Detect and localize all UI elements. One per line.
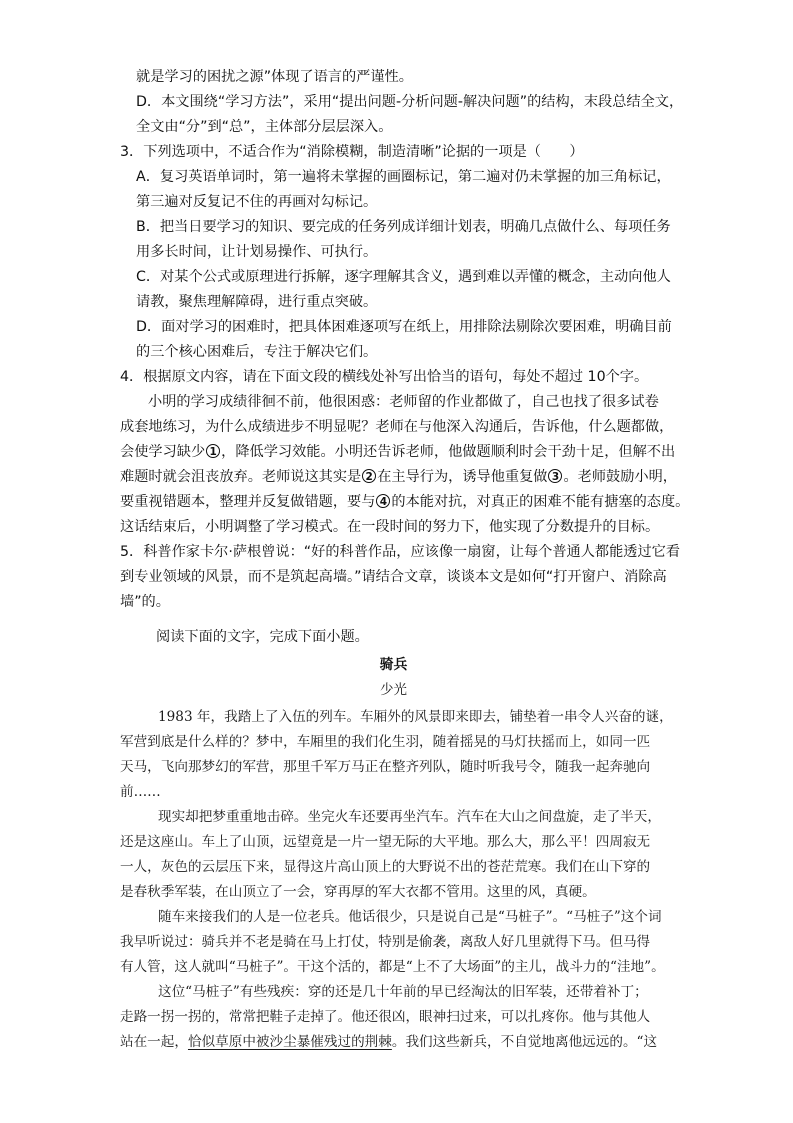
passage-text: 会使学习缺少 bbox=[120, 444, 206, 460]
article-line: 一人，灰色的云层压下来，显得这片高山顶上的大野说不出的苍茫荒寒。我们在山下穿的 bbox=[120, 859, 651, 875]
article-line: 现实却把梦重重地击碎。坐完火车还要再坐汽车。汽车在大山之间盘旋，走了半天， bbox=[158, 809, 661, 825]
article-line: 随车来接我们的人是一位老兵。他话很少，只是说自己是“马桩子”。“马桩子”这个词 bbox=[158, 909, 662, 925]
q3-option-a-cont: 第三遍对反复记不住的再画对勾标记。 bbox=[136, 194, 378, 210]
passage-text: 在主导行为，诱导他重复做 bbox=[377, 469, 548, 485]
passage-text: 。老师鼓励小明， bbox=[563, 469, 677, 485]
reading-instruction: 阅读下面的文字，完成下面小题。 bbox=[156, 629, 369, 645]
q3-option-c: C．对某个公式或原理进行拆解，逐字理解其含义，遇到难以弄懂的概念，主动向他人 bbox=[136, 269, 671, 285]
q4-passage-line bbox=[120, 467, 677, 487]
question-5-cont: 墙”的。 bbox=[120, 594, 170, 610]
passage-text: 要重视错题本，整理并反复做错题，要与 bbox=[120, 494, 376, 510]
article-text: 。我们这些新兵，不自觉地离他远远的。“这 bbox=[391, 1034, 658, 1050]
option-d-line: D．本文围绕“学习方法”，采用“提出问题-分析问题-解决问题”的结构，末段总结全文， bbox=[136, 94, 684, 110]
q4-passage-line bbox=[120, 492, 689, 512]
article-line: 军营到底是什么样的？梦中，车厢里的我们化生羽，随着摇晃的马灯扶摇而上，如同一匹 bbox=[120, 734, 651, 750]
q3-option-d: D．面对学习的困难时，把具体困难逐项写在纸上，用排除法剔除次要困难，明确目前 bbox=[136, 319, 672, 335]
article-line bbox=[120, 1032, 657, 1052]
q3-option-d-cont: 的三个核心困难后，专注于解决它们。 bbox=[136, 344, 378, 360]
article-title: 骑兵 bbox=[379, 657, 408, 673]
article-author: 少光 bbox=[380, 682, 407, 698]
continuation-line: 就是学习的困扰之源”体现了语言的严谨性。 bbox=[136, 69, 413, 85]
article-line: 1983 年，我踏上了入伍的列车。车厢外的风景即来即去，铺垫着一串令人兴奋的谜， bbox=[158, 709, 673, 725]
passage-text: 的本能对抗，对真正的困难不能有搪塞的态度。 bbox=[391, 494, 690, 510]
article-line: 走路一拐一拐的，常常把鞋子走掉了。他还很凶，眼神扫过来，可以扎疼你。他与其他人 bbox=[120, 1009, 651, 1025]
q3-option-b: B．把当日要学习的知识、要完成的任务列成详细计划表，明确几点做什么、每项任务 bbox=[136, 219, 671, 235]
article-line: 前…… bbox=[120, 784, 161, 800]
q3-option-c-cont: 请教，聚焦理解障碍，进行重点突破。 bbox=[136, 294, 378, 310]
article-line: 有人管，这人就叫“马桩子”。干这个活的，都是“上不了大场面”的主儿，战斗力的“洼地”。 bbox=[120, 959, 665, 975]
option-d-continuation: 全文由“分”到“总”，主体部分层层深入。 bbox=[136, 119, 393, 135]
article-line: 还是这座山。车上了山顶，远望竟是一片一望无际的大平地。那么大，那么平！四周寂无 bbox=[120, 834, 651, 850]
question-4-stem: 4．根据原文内容，请在下面文段的横线处补写出恰当的语句，每处不超过 10个字。 bbox=[120, 369, 649, 385]
q3-option-b-cont: 用多长时间，让计划易操作、可执行。 bbox=[136, 244, 378, 260]
passage-text: ，降低学习效能。小明还告诉老师，他做题顺利时会干劲十足，但解不出 bbox=[221, 444, 676, 460]
passage-text: 难题时就会沮丧放弃。老师说这其实是 bbox=[120, 469, 362, 485]
q4-passage-line bbox=[120, 442, 675, 462]
q4-passage-line: 成套地练习，为什么成绩进步不明显呢？老师在与他深入沟通后，告诉他，什么题都做， bbox=[120, 419, 674, 435]
question-5-stem: 5．科普作家卡尔·萨根曾说：“好的科普作品，应该像一扇窗，让每个普通人都能透过它看 bbox=[120, 544, 681, 560]
question-3-stem: 3．下列选项中，不适合作为“消除模糊，制造清晰”论据的一项是（ ） bbox=[120, 144, 584, 160]
underlined-sentence: 恰似草原中被沙尘暴催残过的荆棘 bbox=[187, 1034, 392, 1050]
article-line: 这位“马桩子”有些残疾：穿的还是几十年前的早已经淘汰的旧军装，还带着补丁； bbox=[158, 984, 648, 1000]
q4-passage-line: 小明的学习成绩徘徊不前，他很困惑：老师留的作业都做了，自己也找了很多试卷 bbox=[148, 394, 659, 410]
q4-passage-line: 这话结束后，小明调整了学习模式。在一段时间的努力下，他实现了分数提升的目标。 bbox=[120, 519, 660, 535]
blank-marker-1: 1 bbox=[206, 444, 220, 458]
blank-marker-4: 4 bbox=[376, 494, 390, 508]
blank-marker-2: 2 bbox=[362, 469, 376, 483]
q3-option-a: A．复习英语单词时，第一遍将未掌握的画圈标记，第二遍对仍未掌握的加三角标记， bbox=[136, 169, 671, 185]
article-line: 是春秋季军装，在山顶立了一会，穿再厚的军大衣都不管用。这里的风，真硬。 bbox=[120, 884, 596, 900]
article-line: 我早听说过：骑兵并不老是骑在马上打仗，特别是偷袭，离敌人好几里就得下马。但马得 bbox=[120, 934, 651, 950]
blank-marker-3: 3 bbox=[548, 469, 562, 483]
article-line: 天马，飞向那梦幻的军营，那里千军万马正在整齐列队，随时听我号令，随我一起奔驰向 bbox=[120, 759, 651, 775]
article-text: 站在一起， bbox=[120, 1034, 188, 1050]
question-5-cont: 到专业领域的风景，而不是筑起高墙。”请结合文章，谈谈本文是如何“打开窗户、消除高 bbox=[120, 569, 667, 585]
